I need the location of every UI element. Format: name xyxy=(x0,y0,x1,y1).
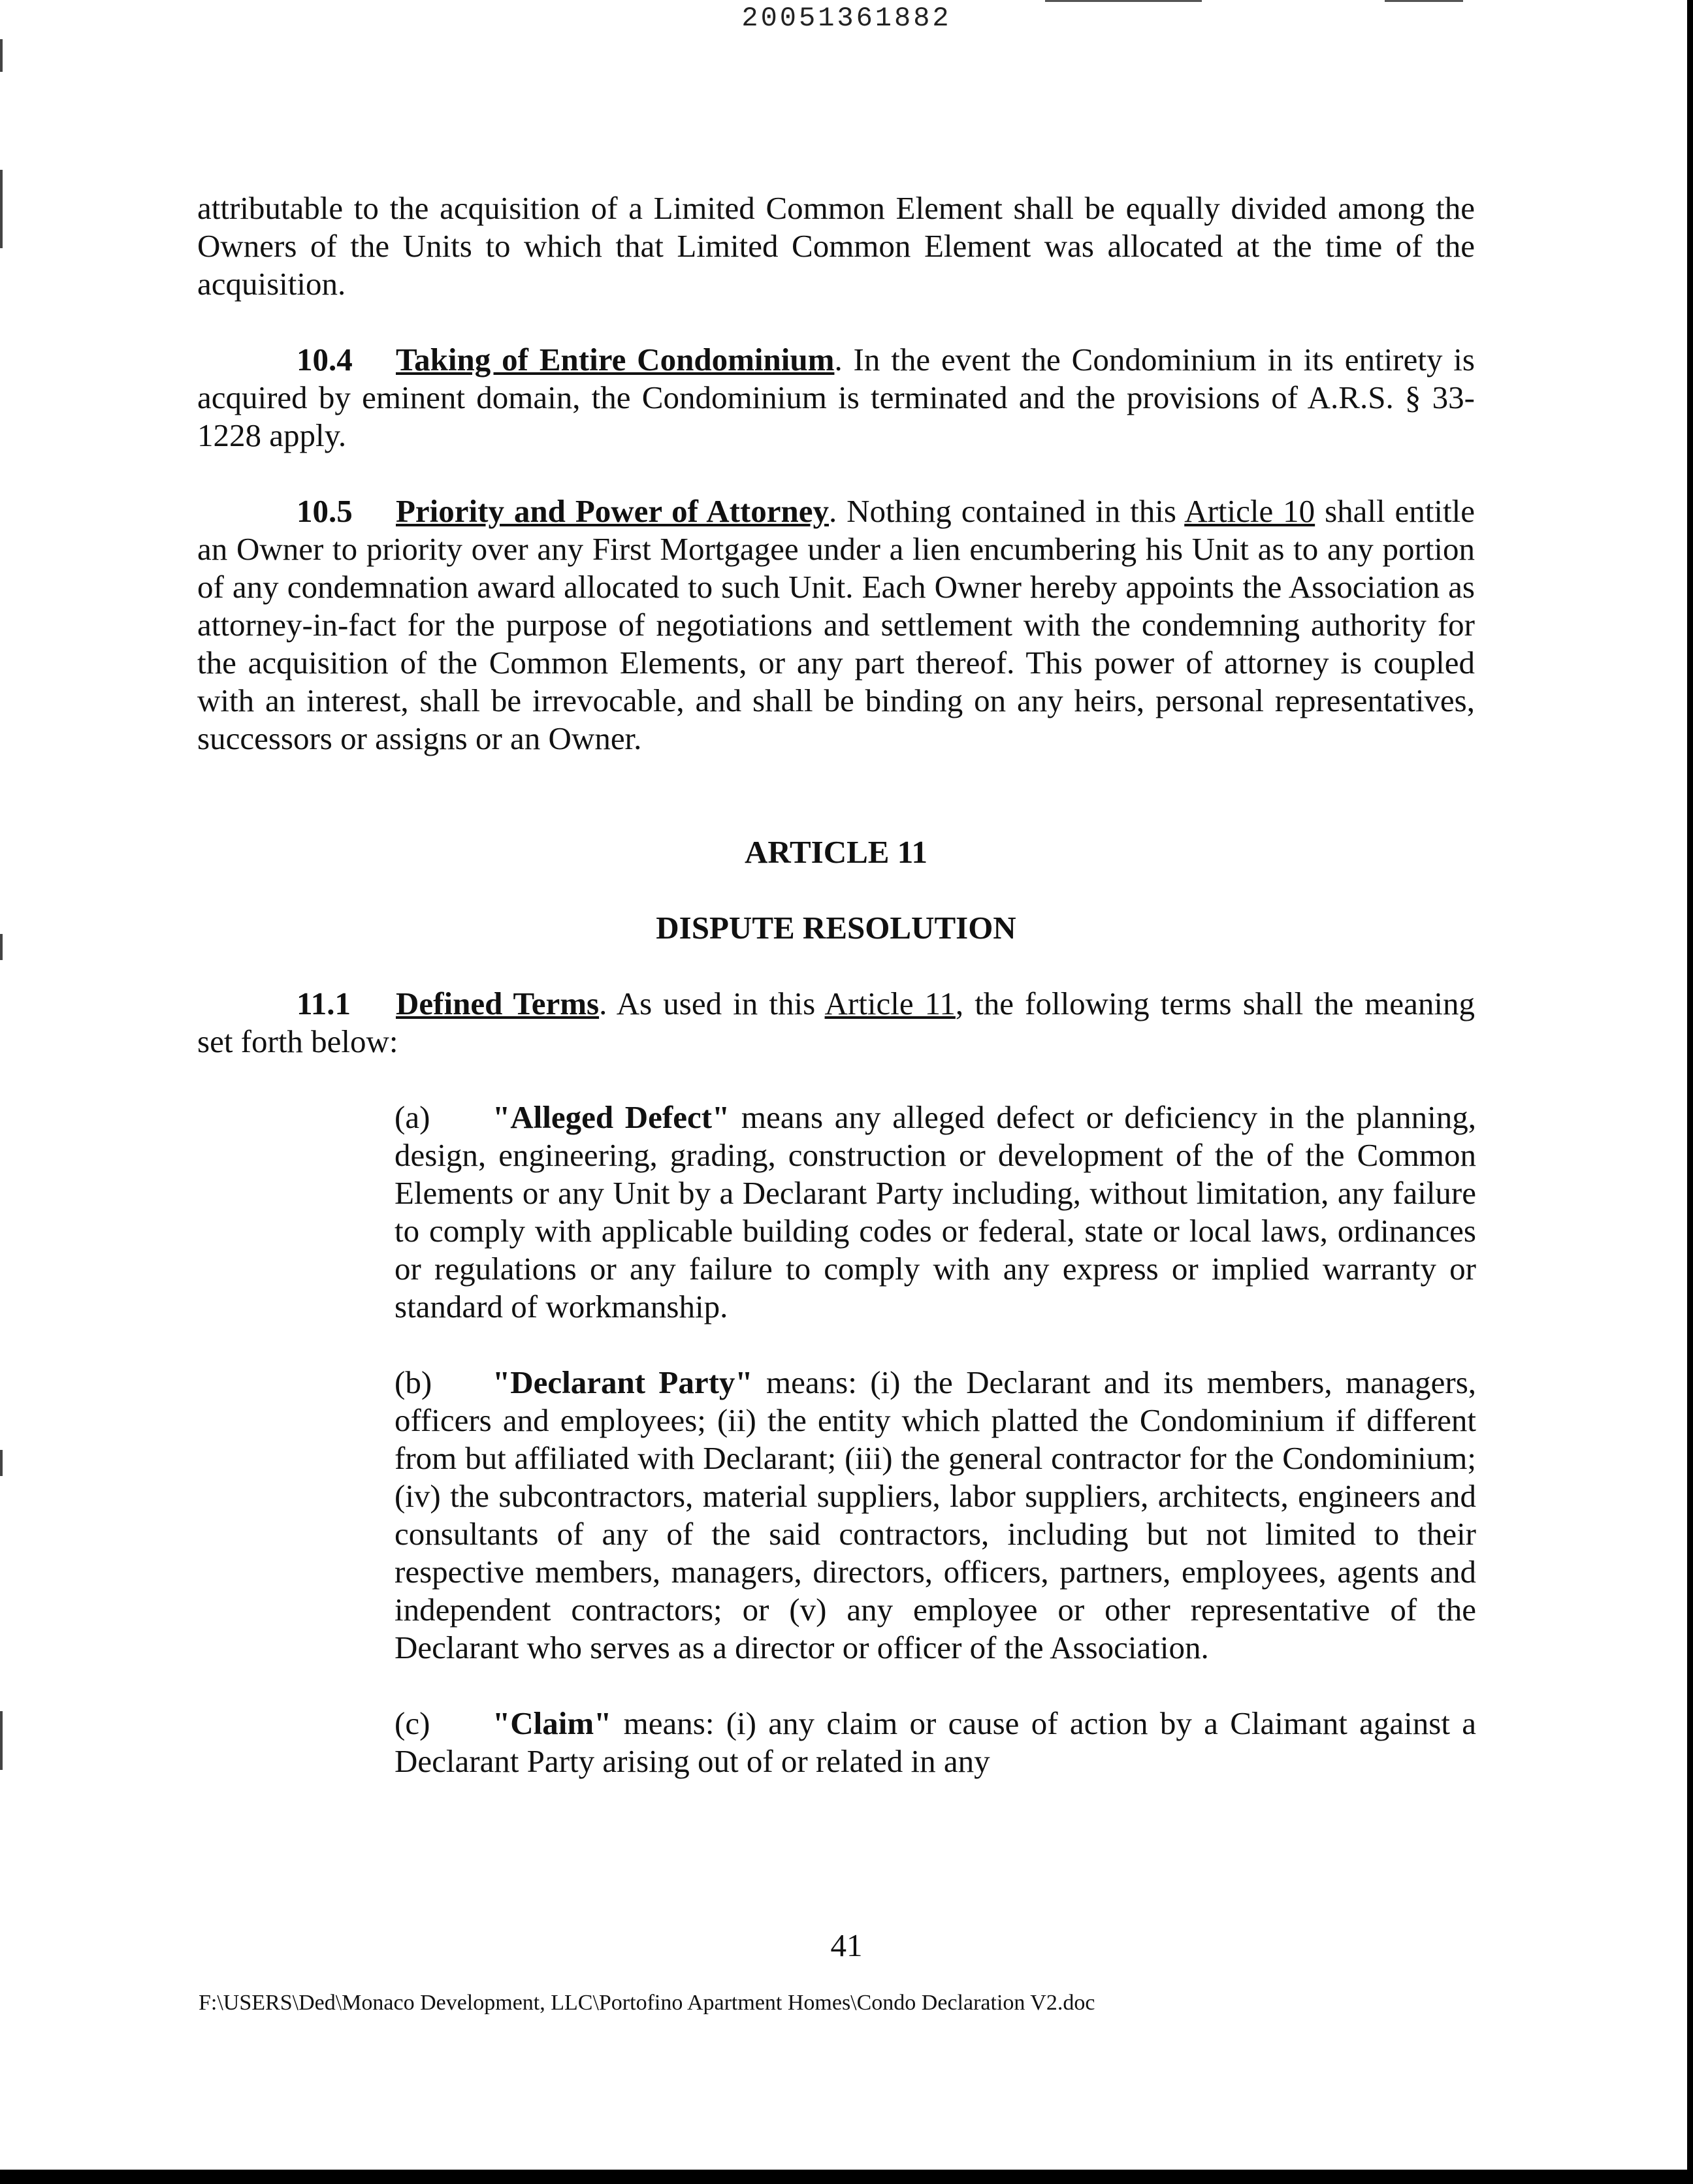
section-title: Priority and Power of Attorney xyxy=(396,493,829,529)
definition-text: means: (i) the Declarant and its members, managers, officers and employees; (ii) the entity which platted the Condominium if different from but affiliated with Declarant; (iii) the general contractor for the Condominium; (iv) the subcontractors, material suppliers, labor suppliers, architects, engineers and consultants of any of the said contractors, including but not limited to their respective members, managers, directors, officers, partners, employees, agents and independent contractors; or (v) any employee or other representative of the Declarant who serves as a director or officer of the Association. xyxy=(395,1364,1477,1665)
section-11-1 xyxy=(197,985,1475,1061)
section-title: Defined Terms xyxy=(396,986,600,1021)
footer-file-path: F:\USERS\Ded\Monaco Development, LLC\Portofino Apartment Homes\Condo Declaration V2.doc xyxy=(199,1991,1095,2015)
header-rule xyxy=(1385,0,1463,2)
section-number: 11.1 xyxy=(297,986,351,1021)
definition-label: (a) xyxy=(395,1099,430,1135)
definition-term: "Declarant Party" xyxy=(492,1364,753,1400)
section-text: . Nothing contained in this xyxy=(829,493,1185,529)
continued-paragraph: attributable to the acquisition of a Limited Common Element shall be equally divided among the Owners of the Units to which that Limited Common Element was allocated at the time of the acquisition. xyxy=(197,190,1475,302)
section-10-4 xyxy=(197,341,1475,455)
definition-label: (b) xyxy=(395,1364,432,1400)
section-title: Taking of Entire Condominium xyxy=(396,342,835,377)
section-number: 10.4 xyxy=(297,342,353,377)
section-text: . In the event the Condominium in its entirety is acquired by eminent domain, the Condominium is terminated and the provisions of A.R.S. § 33-1228 apply. xyxy=(197,342,1475,453)
article-reference: Article 10 xyxy=(1184,493,1315,529)
scan-edge-mark xyxy=(0,1450,3,1476)
article-title: DISPUTE RESOLUTION xyxy=(656,910,1016,946)
article-heading: ARTICLE 11 xyxy=(744,834,928,870)
section-text: shall entitle an Owner to priority over any First Mortgagee under a lien encumbering his Unit as to any portion of any condemnation award allocated to such Unit. Each Owner hereby appoints the Association as attorney-in-fact for the purpose of negotiations and settlement with the condemning authority for the acquisition of the Common Elements, or any part thereof. This power of attorney is coupled with an interest, shall be irrevocable, and shall be binding on any heirs, personal representatives, successors or assigns or an Owner. xyxy=(197,493,1475,756)
document-body xyxy=(197,189,1475,1780)
scan-edge-mark xyxy=(0,934,3,960)
article-reference: Article 11 xyxy=(824,986,956,1021)
definition-term: "Alleged Defect" xyxy=(492,1099,730,1135)
page-edge-bottom xyxy=(0,2170,1693,2184)
scan-edge-mark xyxy=(0,170,3,248)
scan-edge-mark xyxy=(0,1711,3,1770)
header-rule xyxy=(1045,0,1202,2)
page-edge-right xyxy=(1687,0,1693,2184)
page-number: 41 xyxy=(830,1927,863,1963)
recording-number: 20051361882 xyxy=(741,3,952,34)
definition-term: "Claim" xyxy=(492,1705,612,1741)
definition-claim xyxy=(395,1705,1476,1780)
definition-text: means any alleged defect or deficiency in the planning, design, engineering, grading, construction or development of the of the Common Elements or any Unit by a Declarant Party including, without limitation, any failure to comply with applicable building codes or federal, state or local laws, ordinances or regulations or any failure to comply with any express or implied warranty or standard of workmanship. xyxy=(395,1099,1476,1325)
section-number: 10.5 xyxy=(297,493,353,529)
section-text: . As used in this xyxy=(599,986,825,1021)
definition-alleged-defect xyxy=(395,1099,1476,1326)
definition-declarant-party xyxy=(395,1364,1476,1667)
scan-edge-mark xyxy=(0,39,3,72)
section-text: , the following terms shall the meaning set forth below: xyxy=(197,986,1475,1059)
definition-label: (c) xyxy=(395,1705,430,1741)
section-10-5 xyxy=(197,492,1475,758)
definition-text: means: (i) any claim or cause of action by a Claimant against a Declarant Party arising out of or related in any xyxy=(395,1705,1476,1779)
